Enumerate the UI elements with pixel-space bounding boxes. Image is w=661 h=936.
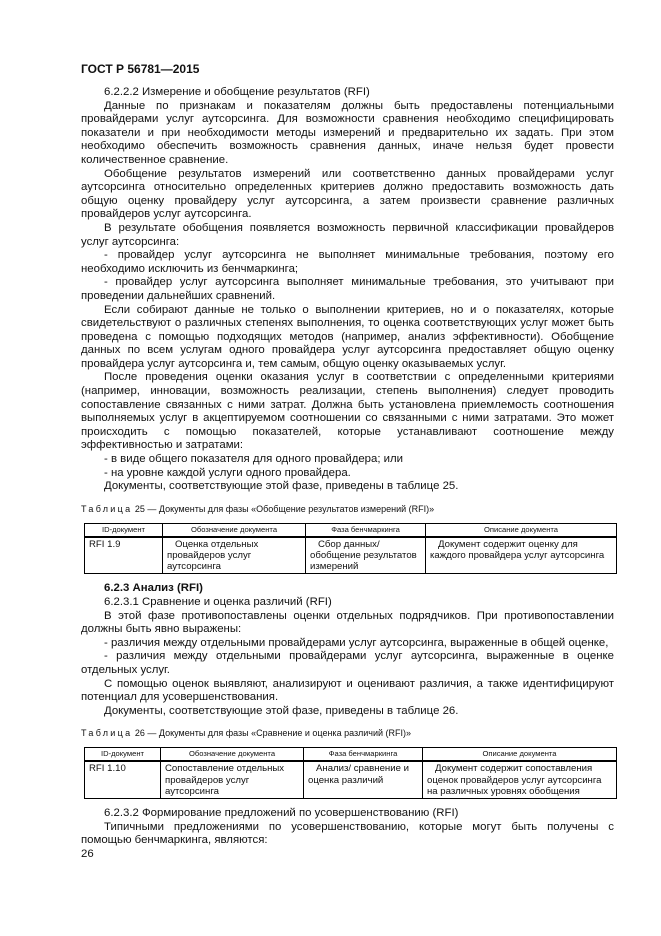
list-item: - на уровне каждой услуги одного провайдера. [104, 466, 351, 479]
paragraph: Если собирают данные не только о выполнении критериев, но и о показателях, которые свидетельствуют о различных степенях выполнения, то оценка соответствующих услуг может быть проведена с помощью подходящих методов (например, анализ эффективности). Обобщение данных по всем услугам одного провайдера услуг аутсорсинга предоставляет общую оценку провайдера услуг аутсорсинга и, тем самым, общую оценку оказываемых услуг. [81, 303, 614, 370]
caption-label: Таблица [81, 728, 133, 739]
header-cell: Обозначение документа [163, 523, 306, 537]
list-item: - различия между отдельными провайдерами услуг аутсорсинга, выраженные в оценке отдельных услуг. [81, 650, 614, 676]
page-number: 26 [81, 847, 94, 860]
header-cell: ID-документ [85, 523, 163, 537]
subsection-title: 6.2.2.2 Измерение и обобщение результатов (RFI) [104, 86, 370, 98]
paragraph: С помощью оценок выявляют, анализируют и оценивают различия, а также идентифицируют потенциал для усовершенствования. [81, 677, 614, 704]
header-cell: ID-документ [85, 748, 161, 762]
caption-label: Таблица [81, 503, 133, 514]
header-cell: Фаза бенчмаркинга [304, 748, 423, 762]
section-6-2-3 [81, 582, 614, 718]
list-item: - в виде общего показателя для одного провайдера; или [104, 453, 404, 466]
table-25-caption [81, 504, 614, 515]
cell-description: Документ содержит сопоставления оценок провайдеров услуг аутсорсинга на различных уровнях обобщения [423, 761, 617, 798]
paragraph: В результате обобщения появляется возможность первичной классификации провайдеров услуг аутсорсинга: [81, 221, 614, 248]
cell-id: RFI 1.10 [85, 761, 161, 798]
paragraph: После проведения оценки оказания услуг в соответствии с определенными критериями (например, инновации, возможность реализации, степень выполнения) следует проводить сопоставление связанных с ними затрат. Должна быть установлена приемлемость соотношения выполняемых услуг в акцептируемом соотношении со связанными с ними затратами. Это может происходить с помощью показателей, которые устанавливают соотношение между эффективностью и затратами: [81, 371, 614, 452]
table-row [85, 761, 617, 798]
list-item: - провайдер услуг аутсорсинга выполняет минимальные требования, это учитывают при проведении дальнейших сравнений. [81, 276, 614, 302]
paragraph: Обобщение результатов измерений или соответственно данных провайдерами услуг аутсорсинга относительно определенных критериев должно предоставить возможность дать общую оценку провайдеру услуг аутсорсинга, а затем произвести сравнение различных провайдеров услуг аутсорсинга. [81, 167, 614, 221]
subsection-title: 6.2.3.1 Сравнение и оценка различий (RFI) [104, 596, 332, 609]
caption-text: 25 — Документы для фазы «Обобщение результатов измерений (RFI)» [134, 503, 435, 514]
header-cell: Описание документа [426, 523, 617, 537]
table-row [85, 537, 617, 574]
paragraph: В этой фазе противопоставлены оценки отдельных подрядчиков. При противопоставлении должны быть явно выражены: [81, 609, 614, 636]
document-header: ГОСТ Р 56781—2015 [81, 62, 200, 76]
list-item: - провайдер услуг аутсорсинга не выполняет минимальные требования, поэтому его необходимо исключить из бенчмаркинга; [81, 249, 614, 275]
caption-text: 26 — Документы для фазы «Сравнение и оценка различий (RFI)» [134, 728, 412, 739]
cell-description: Документ содержит оценку для каждого провайдера услуг аутсорсинга [426, 537, 617, 574]
header-cell: Обозначение документа [161, 748, 304, 762]
subsection-title: 6.2.3.2 Формирование предложений по усовершенствованию (RFI) [104, 806, 459, 819]
paragraph: Документы, соответствующие этой фазе, приведены в таблице 26. [104, 704, 459, 717]
table-header-row [85, 748, 617, 762]
paragraph: Документы, соответствующие этой фазе, приведены в таблице 25. [104, 480, 459, 493]
header-cell: Описание документа [423, 748, 617, 762]
cell-name: Сопоставление отдельных провайдеров услуг аутсорсинга [161, 761, 304, 798]
table-25 [84, 523, 617, 575]
list-item: - различия между отдельными провайдерами услуг аутсорсинга, выраженные в общей оценке, [104, 636, 609, 649]
table-26 [84, 747, 617, 799]
cell-id: RFI 1.9 [85, 537, 163, 574]
table-26-caption [81, 728, 614, 739]
paragraph: Типичными предложениями по усовершенствованию, которые могут быть получены с помощью бенчмаркинга, являются: [81, 820, 614, 847]
table-header-row [85, 523, 617, 537]
paragraph: Данные по признакам и показателям должны быть предоставлены потенциальными провайдерами услуг аутсорсинга. Для возможности сравнения необходимо специфицировать показатели и при необходимости методы измерений и предварительно их задать. При этом необходимо обеспечить возможность сравнения данных, иначе нельзя будет провести количественное сравнение. [81, 99, 614, 166]
cell-phase: Сбор данных/ обобщение результатов измерений [306, 537, 426, 574]
section-6-2-3-2 [81, 807, 614, 848]
cell-name: Оценка отдельных провайдеров услуг аутсорсинга [163, 537, 306, 574]
cell-phase: Анализ/ сравнение и оценка различий [304, 761, 423, 798]
header-cell: Фаза бенчмаркинга [306, 523, 426, 537]
section-6-2-2-2 [81, 86, 614, 494]
section-heading: 6.2.3 Анализ (RFI) [104, 582, 203, 595]
